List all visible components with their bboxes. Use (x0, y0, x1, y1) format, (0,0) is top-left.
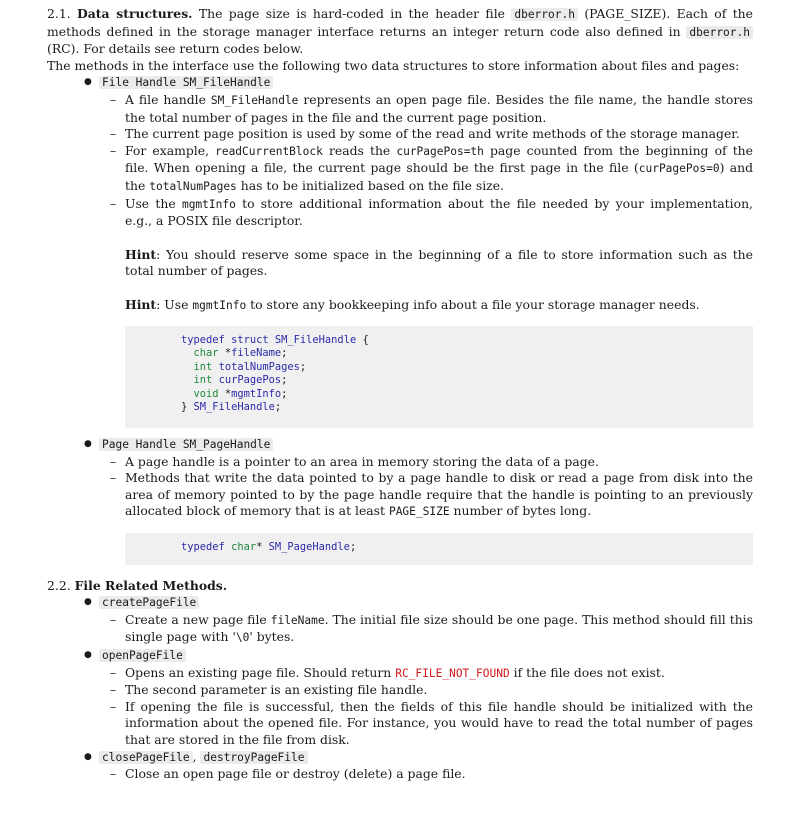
section-number: 2.2. (47, 577, 71, 593)
open-page-file-heading: openPageFile (99, 649, 186, 662)
list-item: – Methods that write the data pointed to by a page handle to disk or read a page from disk into the area of memory pointed to by the page handle require that the handle is pointing to an previously allocated block of memory that is at least PAGE_SIZE number of bytes long. (99, 470, 753, 521)
hint-mgmtinfo: Hint: Use mgmtInfo to store any bookkeeping info about a file your storage manager needs. (125, 296, 700, 312)
create-bullets (99, 612, 753, 647)
section-2-2-heading (47, 578, 753, 595)
list-item: – Create a new page file fileName. The initial file size should be one page. This method should fill this single page with '\0' bytes. (99, 612, 753, 647)
page-handle-heading: Page Handle SM_PageHandle (99, 438, 273, 451)
data-structure-list (47, 74, 753, 564)
list-item: – Close an open page file or destroy (delete) a page file. (99, 766, 753, 783)
section-title: Data structures. (77, 6, 193, 21)
list-item: – The second parameter is an existing file handle. (99, 682, 753, 699)
page-handle-bullets (99, 454, 753, 521)
page-handle-code-block (125, 533, 753, 565)
code-line: int curPagePos; (193, 374, 288, 387)
list-item: – Opens an existing page file. Should return RC_FILE_NOT_FOUND if the file does not exist. (99, 665, 753, 683)
list-item: – Use the mgmtInfo to store additional information about the file needed by your implementation, e.g., a POSIX file descriptor. (99, 196, 753, 230)
file-methods-list (47, 594, 753, 783)
code-line: int totalNumPages; (193, 360, 307, 373)
code-line: typedef char* SM_PageHandle; (181, 541, 357, 554)
code-line: } SM_FileHandle; (181, 401, 282, 414)
list-item: – For example, readCurrentBlock reads the curPagePos=th page counted from the beginning of the file. When opening a file, the current page should be the first page in the file (curPagePos=0) and the totalNumPages has to be initialized based on the file size. (99, 143, 753, 196)
dberror-h-code: dberror.h (686, 26, 753, 39)
close-page-file-heading: closePageFile (99, 751, 193, 764)
open-bullets (99, 665, 753, 749)
dberror-h-code: dberror.h (511, 8, 578, 21)
close-destroy-item: ● closePageFile , destroyPageFile – Close an open page file or destroy (delete) a page file. (47, 749, 753, 783)
code-line: char *fileName; (193, 347, 288, 360)
section-2-1-intro2: The methods in the interface use the following two data structures to store information about files and pages: (47, 57, 740, 73)
file-handle-bullets (99, 92, 753, 230)
code-line: void *mgmtInfo; (193, 387, 288, 400)
code-line: typedef struct SM_FileHandle { (181, 333, 369, 346)
list-item: – The current page position is used by some of the read and write methods of the storage manager. (99, 126, 753, 143)
destroy-page-file-heading: destroyPageFile (200, 751, 307, 764)
hint-reserve-space: Hint: You should reserve some space in the beginning of a file to store information such as the total number of pages. (125, 246, 753, 279)
section-2-1-intro: 2.1. Data structures. The page size is hard-coded in the header file dberror.h (PAGE_SIZE). Each of the methods defined in the storage manager interface returns an integer return code also defined in dberror.h (RC). For details see return codes below. (47, 6, 753, 57)
document-page (47, 6, 753, 783)
create-page-file-item (47, 594, 753, 647)
file-handle-item (47, 74, 753, 428)
list-item: – A file handle SM_FileHandle represents an open page file. Besides the file name, the handle stores the total number of pages in the file and the current page position. (99, 92, 753, 126)
list-item: – A page handle is a pointer to an area in memory storing the data of a page. (99, 454, 753, 471)
section-number: 2.1. (47, 6, 71, 21)
section-title: File Related Methods. (74, 577, 228, 593)
create-page-file-heading: createPageFile (99, 596, 199, 609)
page-handle-item (47, 436, 753, 565)
list-item: – If opening the file is successful, then the fields of this file handle should be initialized with the information about the opened file. For instance, you would have to read the total number of pages that are stored in the file from disk. (99, 699, 753, 749)
file-handle-code-block (125, 326, 753, 429)
file-handle-heading: File Handle SM_FileHandle (99, 76, 273, 89)
close-bullets (99, 766, 753, 783)
open-page-file-item (47, 647, 753, 749)
